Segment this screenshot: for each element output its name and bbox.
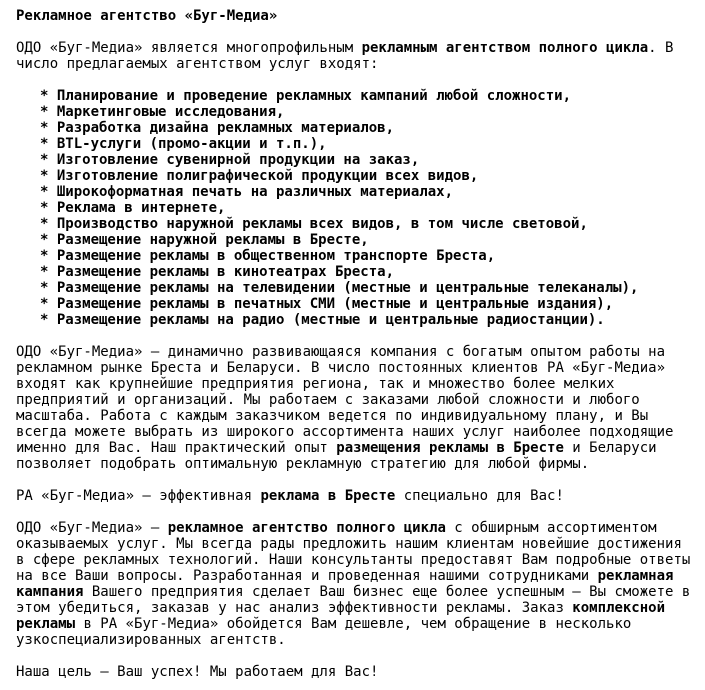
text-run: . В число предлагаемых агентством услуг входят: xyxy=(16,40,674,72)
service-list-item xyxy=(40,104,692,120)
service-list-item xyxy=(40,264,692,280)
text-run: РА «Буг-Медиа» – эффективная xyxy=(16,488,261,504)
bullet-asterisk: * xyxy=(40,168,57,184)
bullet-asterisk: * xyxy=(40,232,57,248)
text-run: Наша цель – Ваш успех! Мы работаем для Вас! xyxy=(16,664,379,680)
goal-line xyxy=(16,664,692,680)
text-run: специально для Вас! xyxy=(395,488,564,504)
text-run: и Беларуси позволяет подобрать оптимальную рекламную стратегию для любой фирмы. xyxy=(16,440,657,472)
service-list-item xyxy=(40,136,692,152)
service-list-item xyxy=(40,168,692,184)
service-list-item xyxy=(40,120,692,136)
slogan-line xyxy=(16,488,692,504)
service-label: Размещение рекламы в печатных СМИ (местные и центральные издания), xyxy=(56,296,614,312)
service-label: Размещение рекламы в общественном транспорте Бреста, xyxy=(56,248,496,264)
bold-phrase: размещения рекламы в Бресте xyxy=(336,440,564,456)
service-list-item xyxy=(40,232,692,248)
service-label: Размещение рекламы на телевидении (местные и центральные телеканалы), xyxy=(56,280,639,296)
bullet-asterisk: * xyxy=(40,280,57,296)
bullet-asterisk: * xyxy=(40,248,57,264)
bullet-asterisk: * xyxy=(40,312,57,328)
text-run: ОДО «Буг-Медиа» является многопрофильным xyxy=(16,40,362,56)
service-label: Реклама в интернете, xyxy=(56,200,226,216)
document-body xyxy=(16,8,692,680)
bullet-asterisk: * xyxy=(40,88,57,104)
bullet-asterisk: * xyxy=(40,104,57,120)
service-label: Изготовление сувенирной продукции на заказ, xyxy=(56,152,420,168)
bold-phrase: рекламное агентство полного цикла xyxy=(167,520,446,536)
bullet-asterisk: * xyxy=(40,120,57,136)
about-paragraph xyxy=(16,344,692,472)
text-run: с обширным ассортиментом оказываемых услуг. Мы всегда рады предложить нашим клиентам новейшие достижения в сфере рекламных технологий. Наши консультанты предоставят Вам подробные ответы на все Ваши вопросы. Разработанная и проведенная нашими сотрудниками xyxy=(16,520,691,584)
bullet-asterisk: * xyxy=(40,264,57,280)
page-title: Рекламное агентство «Буг-Медиа» xyxy=(16,8,278,24)
text-run: ОДО «Буг-Медиа» – xyxy=(16,520,168,536)
text-run: Вашего предприятия сделает Ваш бизнес еще более успешным – Вы сможете в этом убедиться, заказав у нас анализ эффективности рекламы. Заказ xyxy=(16,584,691,616)
text-run: ОДО «Буг-Медиа» – динамично развивающаяся компания с богатым опытом работы на рекламном рынке Бреста и Беларуси. В число постоянных клиентов РА «Буг-Медиа» входят как крупнейшие предприятия региона, так и множество более мелких предприятий и организаций. Мы работаем с заказами любой сложности и любого масштаба. Работа с каждым заказчиком ведется по индивидуальному плану, и Вы всегда можете выбрать из широкого ассортимента наших услуг наиболее подходящие именно для Вас. Наш практический опыт xyxy=(16,344,674,456)
service-list-item xyxy=(40,280,692,296)
service-label: Размещение рекламы в кинотеатрах Бреста, xyxy=(56,264,395,280)
intro-paragraph xyxy=(16,40,692,72)
bullet-asterisk: * xyxy=(40,184,57,200)
service-label: Размещение рекламы на радио (местные и центральные радиостанции). xyxy=(56,312,605,328)
service-list-item xyxy=(40,152,692,168)
service-label: BTL-услуги (промо-акции и т.п.), xyxy=(56,136,327,152)
service-label: Размещение наружной рекламы в Бресте, xyxy=(56,232,369,248)
bullet-asterisk: * xyxy=(40,200,57,216)
service-list-item xyxy=(40,88,692,104)
service-list-item xyxy=(40,312,692,328)
bold-phrase: комплексной рекламы xyxy=(16,600,666,632)
service-label: Производство наружной рекламы всех видов, в том числе световой, xyxy=(56,216,588,232)
text-run: в РА «Буг-Медиа» обойдется Вам дешевле, чем обращение в несколько узкоспециализированных агентств. xyxy=(16,616,632,648)
service-label: Широкоформатная печать на различных материалах, xyxy=(56,184,454,200)
bold-phrase: рекламная кампания xyxy=(16,568,674,600)
bold-phrase: реклама в Бресте xyxy=(260,488,396,504)
service-list-item xyxy=(40,200,692,216)
service-list-item xyxy=(40,216,692,232)
service-label: Изготовление полиграфической продукции всех видов, xyxy=(56,168,479,184)
bullet-asterisk: * xyxy=(40,216,57,232)
full-cycle-paragraph xyxy=(16,520,692,648)
service-label: Планирование и проведение рекламных кампаний любой сложности, xyxy=(56,88,572,104)
service-label: Разработка дизайна рекламных материалов, xyxy=(56,120,395,136)
bullet-asterisk: * xyxy=(40,152,57,168)
services-list xyxy=(16,88,692,328)
bullet-asterisk: * xyxy=(40,296,57,312)
bold-phrase: рекламным агентством полного цикла xyxy=(361,40,649,56)
service-list-item xyxy=(40,248,692,264)
service-list-item xyxy=(40,184,692,200)
bullet-asterisk: * xyxy=(40,136,57,152)
service-label: Маркетинговые исследования, xyxy=(56,104,285,120)
service-list-item xyxy=(40,296,692,312)
